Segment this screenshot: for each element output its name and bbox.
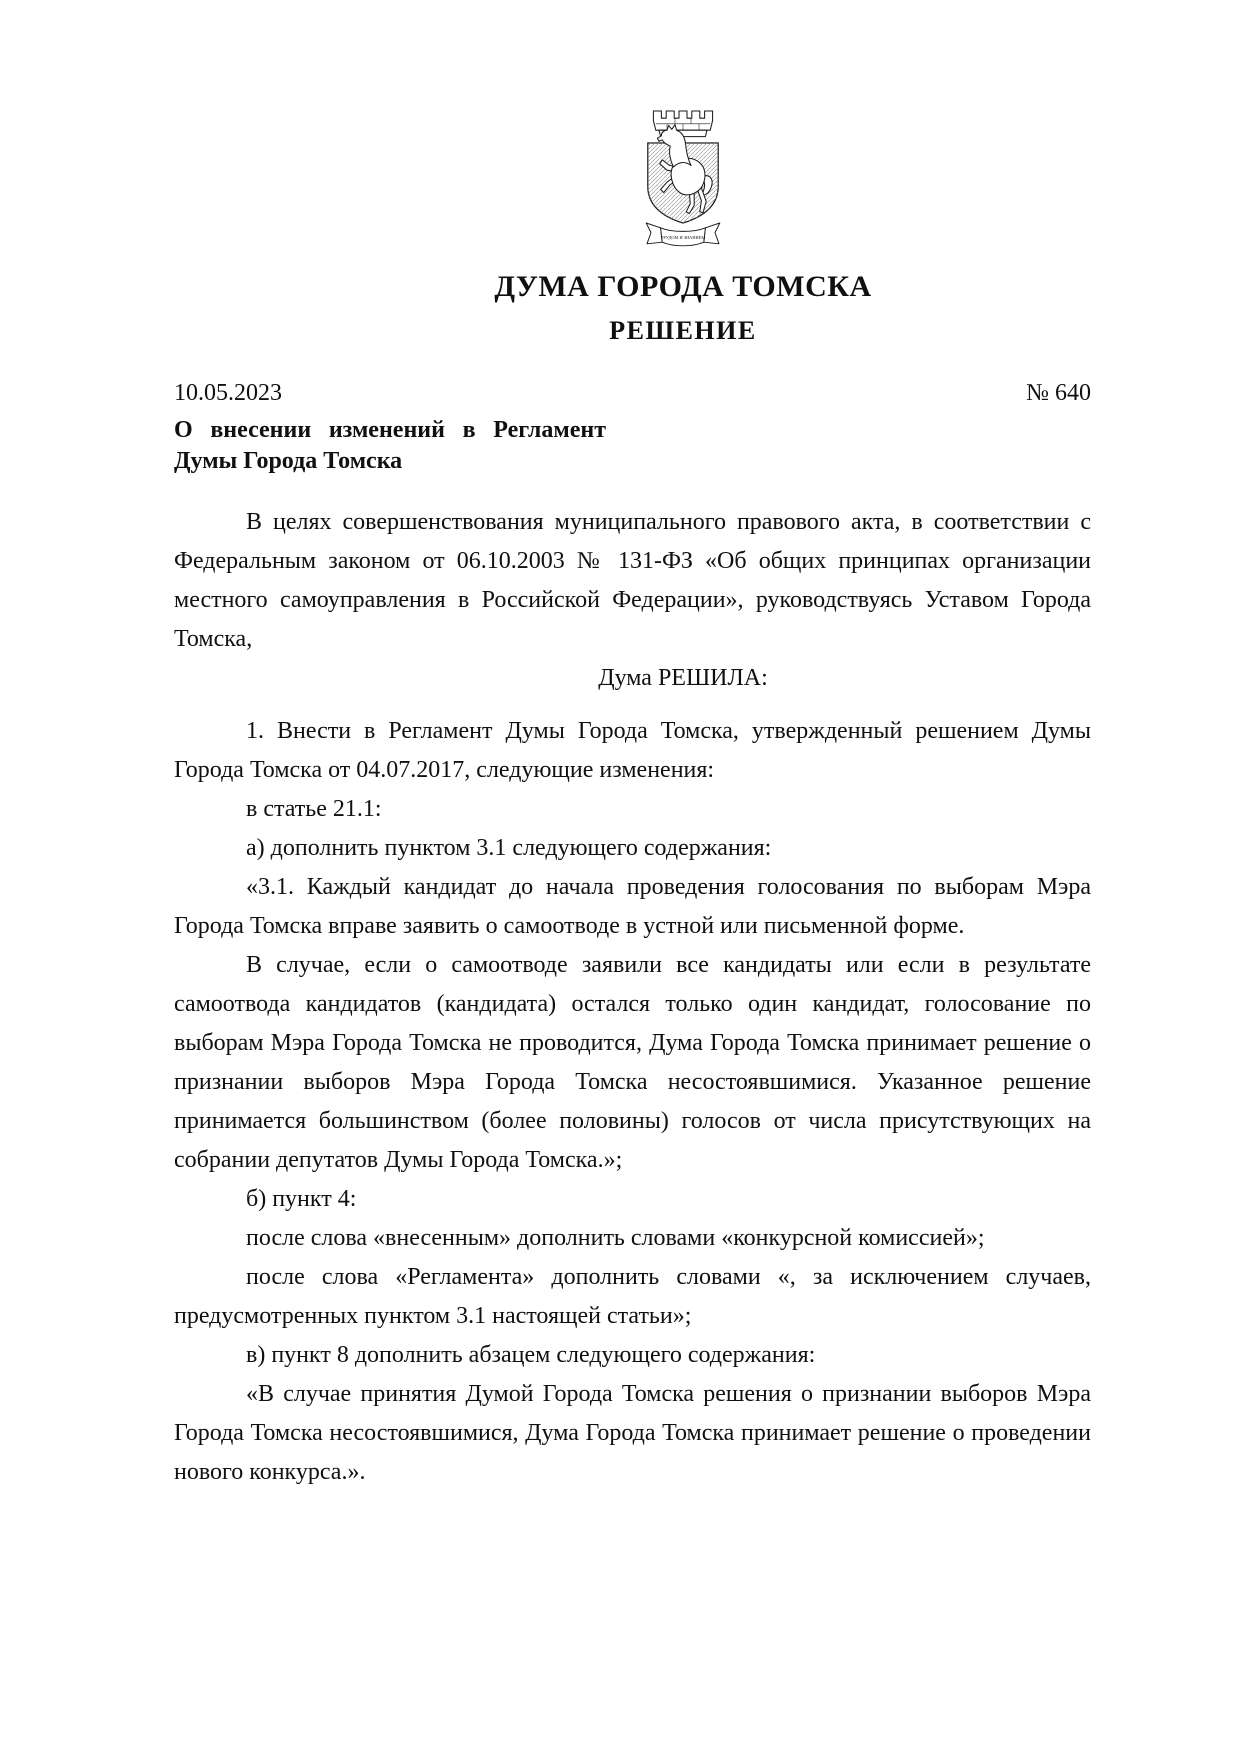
document-subject	[174, 415, 606, 477]
organization-title: ДУМА ГОРОДА ТОМСКА	[494, 270, 872, 303]
body-paragraph: б) пункт 4:	[246, 1186, 357, 1212]
body-paragraph: после слова «Регламента» дополнить словами «, за исключением случаев, предусмотренных пунктом 3.1 настоящей статьи»;	[174, 1264, 1091, 1329]
body-paragraph: а) дополнить пунктом 3.1 следующего содержания:	[246, 835, 772, 861]
body-paragraph: «В случае принятия Думой Города Томска решения о признании выборов Мэра Города Томска несостоявшимися, Дума Города Томска принимает решение о проведении нового конкурса.».	[174, 1381, 1091, 1485]
document-header	[126, 103, 1240, 346]
document-number: № 640	[1026, 380, 1091, 406]
motto-text: ТРУДОМ И ЗНАНИЕМ	[660, 235, 706, 240]
body-paragraph: в) пункт 8 дополнить абзацем следующего содержания:	[246, 1342, 816, 1368]
body-paragraph: в статье 21.1:	[246, 796, 382, 822]
date-number-row	[174, 380, 1091, 407]
resolution-heading: Дума РЕШИЛА:	[598, 665, 768, 691]
preamble-paragraph: В целях совершенствования муниципального правового акта, в соответствии с Федеральным законом от 06.10.2003 № 131-ФЗ «Об общих принципах организации местного самоуправления в Российской Федерации», руководствуясь Уставом Города Томска,	[174, 509, 1091, 652]
subject-line-1: О внесении изменений в Регламент	[174, 417, 606, 443]
body-paragraph: В случае, если о самоотводе заявили все кандидаты или если в результате самоотвода кандидатов (кандидата) остался только один кандидат, голосование по выборам Мэра Города Томска не проводится, Дума Города Томска принимает решение о признании выборов Мэра Города Томска несостоявшимися. Указанное решение принимается большинством (более половины) голосов от числа присутствующих на собрании депутатов Думы Города Томска.»;	[174, 952, 1091, 1173]
body-paragraph: после слова «внесенным» дополнить словами «конкурсной комиссией»;	[246, 1225, 985, 1251]
body-paragraph: «3.1. Каждый кандидат до начала проведения голосования по выборам Мэра Города Томска вправе заявить о самоотводе в устной или письменной форме.	[174, 874, 1091, 939]
body-paragraph: 1. Внести в Регламент Думы Города Томска, утвержденный решением Думы Города Томска от 04.07.2017, следующие изменения:	[174, 718, 1091, 783]
document-type-title: РЕШЕНИЕ	[609, 316, 757, 345]
document-body	[174, 503, 1091, 1492]
tomsk-coat-of-arms-icon	[635, 103, 731, 251]
document-date: 10.05.2023	[174, 380, 282, 406]
subject-line-2: Думы Города Томска	[174, 448, 403, 474]
